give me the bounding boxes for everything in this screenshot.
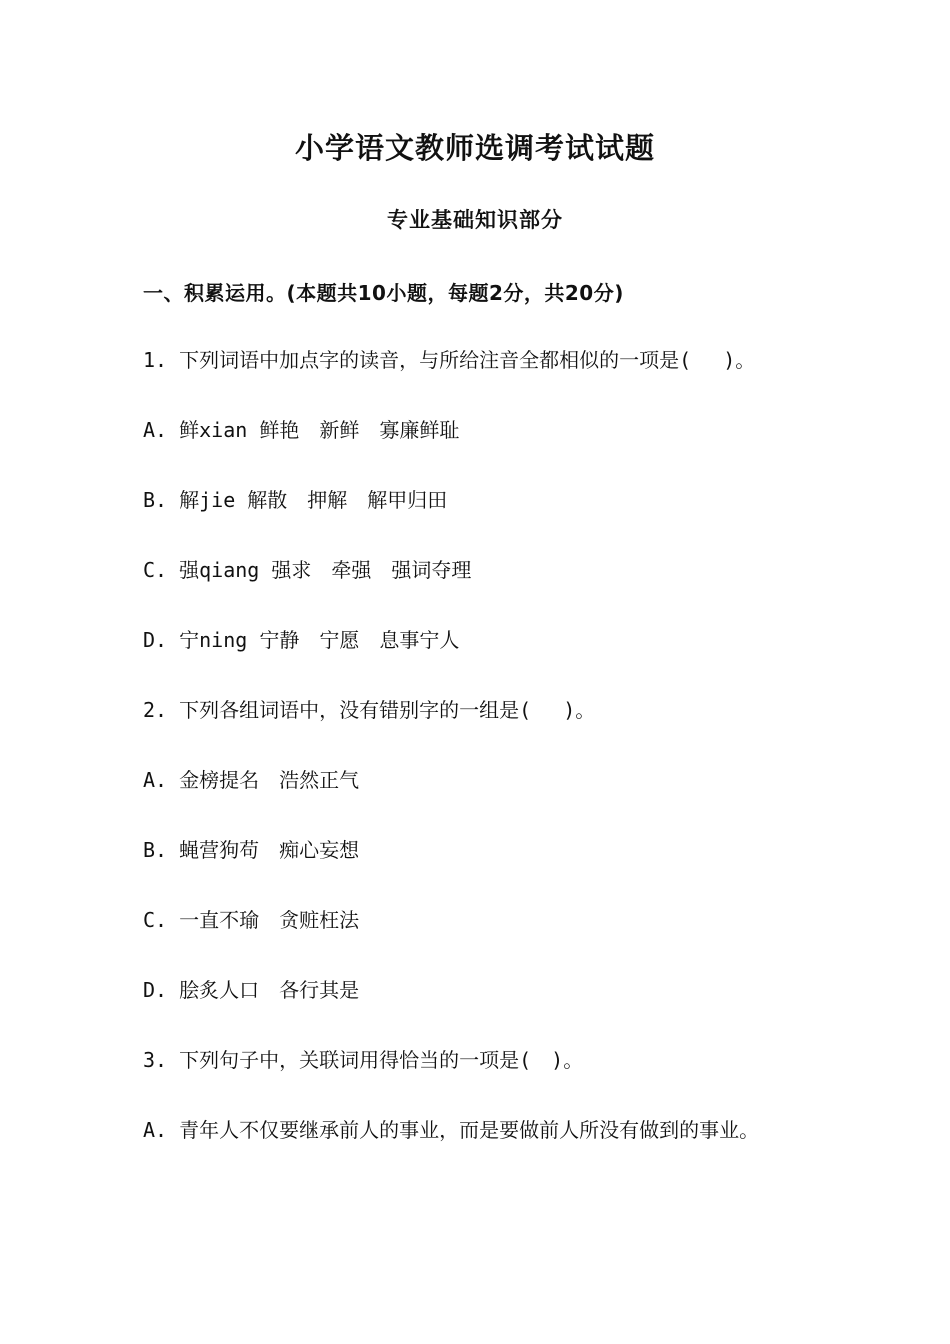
question-1-option-b: B. 解jie 解散 押解 解甲归田 bbox=[143, 488, 448, 512]
question-1-option-d: D. 宁ning 宁静 宁愿 息事宁人 bbox=[143, 628, 460, 652]
question-2-option-d: D. 脍炙人口 各行其是 bbox=[143, 978, 360, 1002]
document-title: 小学语文教师选调考试试题 bbox=[294, 131, 655, 165]
question-3: 3. 下列句子中，关联词用得恰当的一项是( )。 bbox=[143, 1048, 584, 1072]
question-3-option-a: A. 青年人不仅要继承前人的事业，而是要做前人所没有做到的事业。 bbox=[143, 1118, 760, 1142]
question-1-option-c: C. 强qiang 强求 牵强 强词夺理 bbox=[143, 558, 472, 582]
question-1-option-a: A. 鲜xian 鲜艳 新鲜 寡廉鲜耻 bbox=[143, 418, 460, 442]
document-subtitle: 专业基础知识部分 bbox=[387, 207, 563, 232]
question-2-option-c: C. 一直不瑜 贪赃枉法 bbox=[143, 908, 360, 932]
question-2: 2. 下列各组词语中，没有错别字的一组是( )。 bbox=[143, 698, 596, 722]
question-1: 1. 下列词语中加点字的读音，与所给注音全都相似的一项是( )。 bbox=[143, 348, 756, 372]
question-2-option-b: B. 蝇营狗苟 痴心妄想 bbox=[143, 838, 360, 862]
question-2-option-a: A. 金榜提名 浩然正气 bbox=[143, 768, 360, 792]
section-heading: 一、积累运用。(本题共10小题，每题2分，共20分) bbox=[143, 281, 624, 305]
